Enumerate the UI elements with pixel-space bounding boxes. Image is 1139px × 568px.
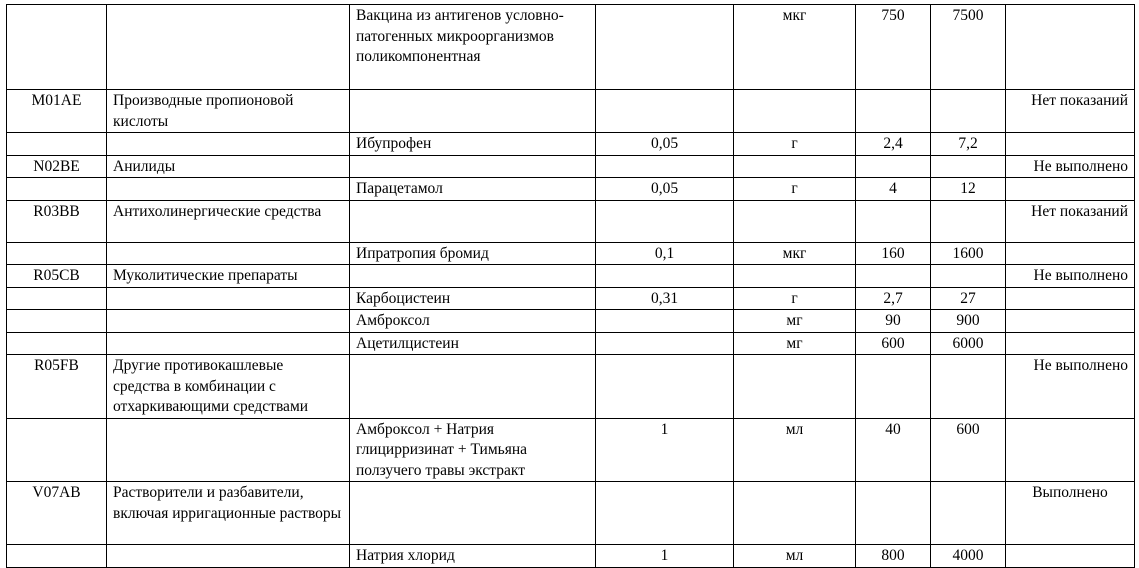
group-name-cell <box>107 178 350 201</box>
status-cell <box>1006 5 1135 90</box>
daily-dose-cell <box>856 265 931 288</box>
course-dose-cell <box>931 200 1006 242</box>
unit-cell <box>734 355 856 419</box>
atc-code-cell <box>7 242 107 265</box>
daily-dose-cell <box>856 155 931 178</box>
course-dose-cell: 7500 <box>931 5 1006 90</box>
group-name-cell <box>107 545 350 568</box>
dose-cell: 1 <box>596 418 734 482</box>
unit-cell: мл <box>734 545 856 568</box>
course-dose-cell: 900 <box>931 310 1006 333</box>
atc-code-cell <box>7 545 107 568</box>
unit-cell: г <box>734 287 856 310</box>
dose-cell: 1 <box>596 545 734 568</box>
table-row <box>7 155 1135 178</box>
table-row <box>7 133 1135 156</box>
group-name-cell: Муколитические препараты <box>107 265 350 288</box>
status-cell <box>1006 287 1135 310</box>
table-row <box>7 287 1135 310</box>
atc-code-cell: N02BE <box>7 155 107 178</box>
dose-cell <box>596 155 734 178</box>
table-row <box>7 242 1135 265</box>
status-cell <box>1006 545 1135 568</box>
unit-cell: мкг <box>734 5 856 90</box>
dose-cell: 0,1 <box>596 242 734 265</box>
daily-dose-cell: 2,4 <box>856 133 931 156</box>
dose-cell: 0,31 <box>596 287 734 310</box>
course-dose-cell: 27 <box>931 287 1006 310</box>
dose-cell <box>596 482 734 545</box>
table-row <box>7 482 1135 545</box>
table-row <box>7 355 1135 419</box>
group-name-cell: Антихолинергические средства <box>107 200 350 242</box>
dose-cell <box>596 90 734 133</box>
course-dose-cell <box>931 355 1006 419</box>
drug-name-cell: Ацетилцистеин <box>350 332 596 355</box>
group-name-cell: Растворители и разбавители, включая ирригационные растворы <box>107 482 350 545</box>
drug-name-cell: Ипратропия бромид <box>350 242 596 265</box>
atc-code-cell <box>7 418 107 482</box>
drug-name-cell: Амброксол <box>350 310 596 333</box>
daily-dose-cell: 2,7 <box>856 287 931 310</box>
status-cell <box>1006 418 1135 482</box>
unit-cell: мг <box>734 332 856 355</box>
table-row <box>7 178 1135 201</box>
group-name-cell <box>107 310 350 333</box>
table-row <box>7 200 1135 242</box>
group-name-cell <box>107 242 350 265</box>
status-cell: Нет показаний <box>1006 200 1135 242</box>
atc-code-cell: R05FB <box>7 355 107 419</box>
course-dose-cell <box>931 90 1006 133</box>
status-cell: Не выполнено <box>1006 265 1135 288</box>
course-dose-cell <box>931 265 1006 288</box>
unit-cell: мг <box>734 310 856 333</box>
drug-name-cell <box>350 265 596 288</box>
atc-code-cell <box>7 332 107 355</box>
atc-code-cell: R05CB <box>7 265 107 288</box>
daily-dose-cell: 750 <box>856 5 931 90</box>
dose-cell <box>596 265 734 288</box>
group-name-cell: Производные пропионовой кислоты <box>107 90 350 133</box>
drug-name-cell: Ибупрофен <box>350 133 596 156</box>
dose-cell <box>596 200 734 242</box>
dose-cell <box>596 332 734 355</box>
daily-dose-cell: 4 <box>856 178 931 201</box>
atc-code-cell <box>7 287 107 310</box>
course-dose-cell: 12 <box>931 178 1006 201</box>
status-cell <box>1006 310 1135 333</box>
table-row <box>7 332 1135 355</box>
drug-name-cell <box>350 355 596 419</box>
drug-name-cell: Карбоцистеин <box>350 287 596 310</box>
course-dose-cell: 6000 <box>931 332 1006 355</box>
drug-name-cell: Натрия хлорид <box>350 545 596 568</box>
course-dose-cell <box>931 155 1006 178</box>
daily-dose-cell: 160 <box>856 242 931 265</box>
atc-code-cell: M01AE <box>7 90 107 133</box>
unit-cell: мкг <box>734 242 856 265</box>
daily-dose-cell: 600 <box>856 332 931 355</box>
table-row <box>7 265 1135 288</box>
group-name-cell <box>107 332 350 355</box>
dose-cell <box>596 5 734 90</box>
drug-name-cell <box>350 200 596 242</box>
group-name-cell <box>107 5 350 90</box>
status-cell <box>1006 242 1135 265</box>
course-dose-cell: 1600 <box>931 242 1006 265</box>
status-cell: Выполнено <box>1006 482 1135 545</box>
drug-table <box>6 4 1135 568</box>
drug-name-cell <box>350 482 596 545</box>
status-cell <box>1006 332 1135 355</box>
daily-dose-cell <box>856 200 931 242</box>
daily-dose-cell: 40 <box>856 418 931 482</box>
group-name-cell <box>107 133 350 156</box>
unit-cell <box>734 265 856 288</box>
dose-cell: 0,05 <box>596 178 734 201</box>
drug-name-cell <box>350 155 596 178</box>
course-dose-cell: 4000 <box>931 545 1006 568</box>
unit-cell <box>734 155 856 178</box>
status-cell <box>1006 133 1135 156</box>
unit-cell <box>734 482 856 545</box>
table-row <box>7 310 1135 333</box>
status-cell: Не выполнено <box>1006 155 1135 178</box>
drug-name-cell: Вакцина из антигенов условно-патогенных микроорганизмов поликомпонентная <box>350 5 596 90</box>
status-cell: Нет показаний <box>1006 90 1135 133</box>
atc-code-cell: R03BB <box>7 200 107 242</box>
group-name-cell: Другие противокашлевые средства в комбинации с отхаркивающими средствами <box>107 355 350 419</box>
drug-name-cell: Парацетамол <box>350 178 596 201</box>
daily-dose-cell: 90 <box>856 310 931 333</box>
group-name-cell: Анилиды <box>107 155 350 178</box>
dose-cell: 0,05 <box>596 133 734 156</box>
status-cell <box>1006 178 1135 201</box>
unit-cell: г <box>734 133 856 156</box>
dose-cell <box>596 310 734 333</box>
group-name-cell <box>107 418 350 482</box>
atc-code-cell <box>7 178 107 201</box>
course-dose-cell <box>931 482 1006 545</box>
status-cell: Не выполнено <box>1006 355 1135 419</box>
drug-name-cell: Амброксол + Натрия глицирризинат + Тимьяна ползучего травы экстракт <box>350 418 596 482</box>
daily-dose-cell: 800 <box>856 545 931 568</box>
atc-code-cell <box>7 5 107 90</box>
dose-cell <box>596 355 734 419</box>
course-dose-cell: 7,2 <box>931 133 1006 156</box>
atc-code-cell: V07AB <box>7 482 107 545</box>
unit-cell <box>734 200 856 242</box>
course-dose-cell: 600 <box>931 418 1006 482</box>
table-row <box>7 5 1135 90</box>
group-name-cell <box>107 287 350 310</box>
unit-cell <box>734 90 856 133</box>
table-row <box>7 418 1135 482</box>
table-row <box>7 90 1135 133</box>
unit-cell: мл <box>734 418 856 482</box>
drug-name-cell <box>350 90 596 133</box>
atc-code-cell <box>7 310 107 333</box>
unit-cell: г <box>734 178 856 201</box>
daily-dose-cell <box>856 355 931 419</box>
daily-dose-cell <box>856 90 931 133</box>
daily-dose-cell <box>856 482 931 545</box>
table-row <box>7 545 1135 568</box>
atc-code-cell <box>7 133 107 156</box>
